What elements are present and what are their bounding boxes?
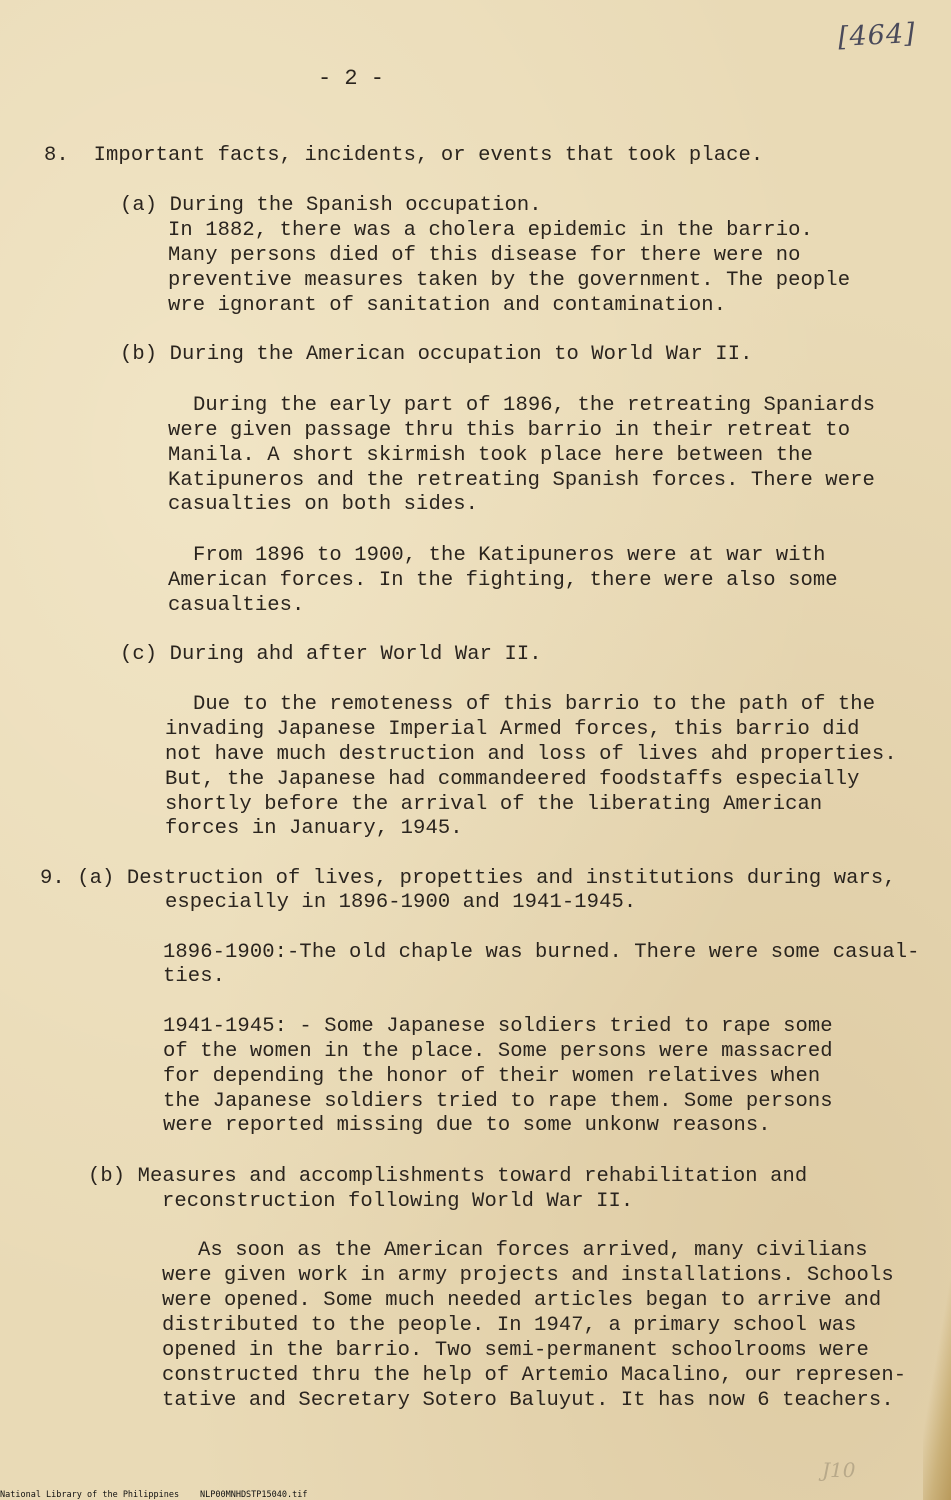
text-line: Many persons died of this disease for there were no: [168, 244, 801, 267]
page-number: - 2 -: [318, 66, 385, 91]
text-line: forces in January, 1945.: [165, 817, 463, 840]
text-line: of the women in the place. Some persons were massacred: [163, 1040, 833, 1063]
text-line: were given work in army projects and installations. Schools: [162, 1264, 894, 1287]
text-line: reconstruction following World War II.: [162, 1190, 634, 1213]
text-line: wre ignorant of sanitation and contamination.: [168, 294, 727, 317]
footer-filename: NLP00MNHDSTP15040.tif: [200, 1490, 308, 1500]
text-line: not have much destruction and loss of lives ahd properties.: [165, 743, 897, 766]
text-line: distributed to the people. In 1947, a primary school was: [162, 1314, 857, 1337]
text-line: As soon as the American forces arrived, many civilians: [198, 1239, 868, 1262]
text-line: tative and Secretary Sotero Baluyut. It has now 6 teachers.: [162, 1389, 894, 1412]
text-line: Manila. A short skirmish took place here between the: [168, 444, 813, 467]
text-line: invading Japanese Imperial Armed forces, this barrio did: [165, 718, 860, 741]
text-line: 1896-1900:-The old chaple was burned. There were some casual-: [163, 941, 920, 964]
text-line: American forces. In the fighting, there were also some: [168, 569, 838, 592]
subsection-8b-heading: (b) During the American occupation to World War II.: [120, 343, 753, 366]
text-line: preventive measures taken by the government. The people: [168, 269, 851, 292]
text-line: the Japanese soldiers tried to rape them. Some persons: [163, 1090, 833, 1113]
text-line: ties.: [163, 965, 226, 988]
text-line: From 1896 to 1900, the Katipuneros were at war with: [193, 544, 826, 567]
section-8-heading: 8. Important facts, incidents, or events that took place.: [44, 144, 764, 167]
text-line: were given passage thru this barrio in their retreat to: [168, 419, 851, 442]
subsection-8c-heading: (c) During ahd after World War II.: [120, 643, 542, 666]
text-line: were opened. Some much needed articles began to arrive and: [162, 1289, 882, 1312]
section-9b-heading: (b) Measures and accomplishments toward rehabilitation and: [88, 1165, 808, 1188]
subsection-8a-heading: (a) During the Spanish occupation.: [120, 194, 542, 217]
archive-stamp: J10: [822, 1458, 856, 1482]
text-line: were reported missing due to some unkonw reasons.: [163, 1114, 771, 1137]
text-line: casualties on both sides.: [168, 493, 479, 516]
text-line: shortly before the arrival of the liberating American: [165, 793, 823, 816]
text-line: Katipuneros and the retreating Spanish forces. There were: [168, 469, 875, 492]
text-line: 1941-1945: - Some Japanese soldiers tried to rape some: [163, 1015, 833, 1038]
text-line: But, the Japanese had commandeered foodstaffs especially: [165, 768, 860, 791]
handwritten-page-note: [464]: [837, 17, 917, 54]
text-line: constructed thru the help of Artemio Macalino, our represen-: [162, 1364, 907, 1387]
section-9a-heading: 9. (a) Destruction of lives, propetties and institutions during wars,: [40, 867, 896, 890]
footer-source: National Library of the Philippines: [0, 1490, 180, 1500]
paper-edge-shadow: [923, 1280, 951, 1500]
text-line: During the early part of 1896, the retreating Spaniards: [193, 394, 876, 417]
text-line: casualties.: [168, 594, 305, 617]
text-line: for depending the honor of their women relatives when: [163, 1065, 821, 1088]
text-line: In 1882, there was a cholera epidemic in the barrio.: [168, 219, 813, 242]
text-line: opened in the barrio. Two semi-permanent schoolrooms were: [162, 1339, 869, 1362]
text-line: especially in 1896-1900 and 1941-1945.: [165, 891, 637, 914]
text-line: Due to the remoteness of this barrio to the path of the: [193, 693, 876, 716]
